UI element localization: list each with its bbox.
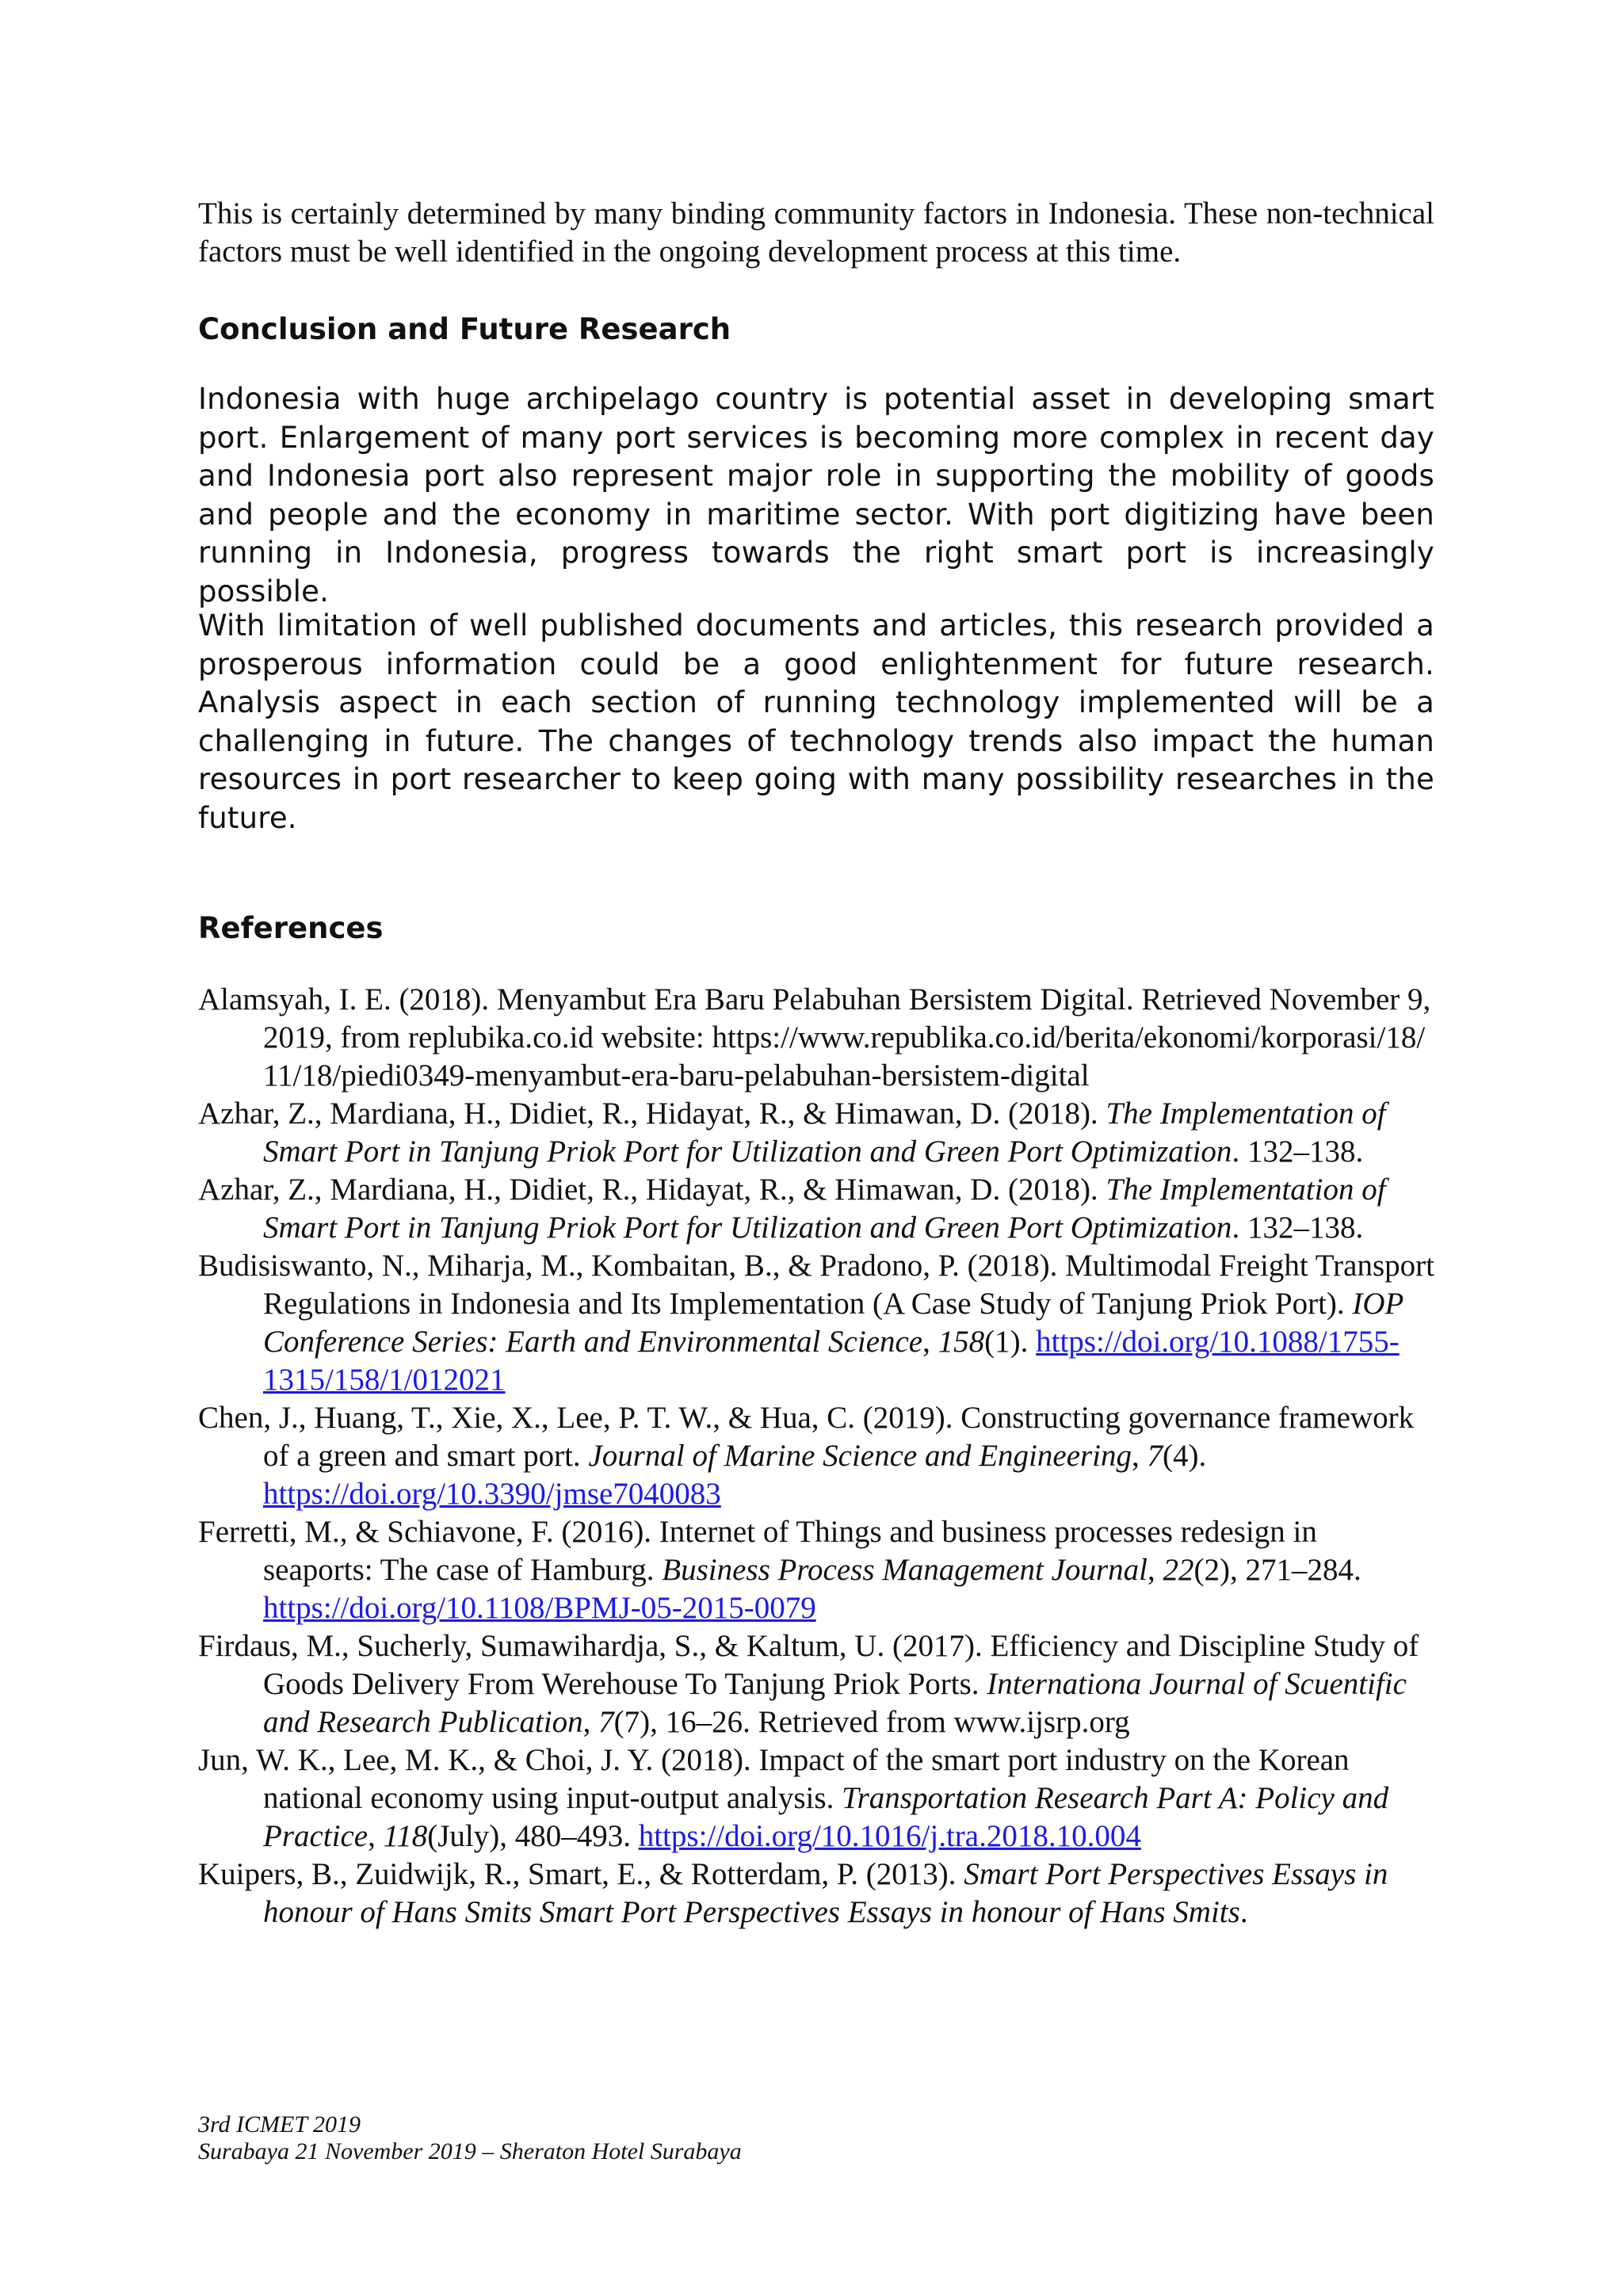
references-heading: References xyxy=(198,911,384,945)
reference-text: Alamsyah, I. E. (2018). Menyambut Era Baru Pelabuhan Bersistem Digital. Retrieved November 9, 2019, from replubika.co.id website: xyxy=(198,982,1431,1055)
reference-item: Kuipers, B., Zuidwijk, R., Smart, E., & Rotterdam, P. (2013). Smart Port Perspectives Essays in honour of Hans Smits Smart Port Perspectives Essays in honour of Hans Smits. xyxy=(198,1857,1388,1929)
reference-doi-link[interactable]: https://doi.org/10.1016/j.tra.2018.10.004 xyxy=(638,1819,1141,1853)
reference-volume: 7 xyxy=(1147,1439,1163,1473)
reference-text: Azhar, Z., Mardiana, H., Didiet, R., Hidayat, R., & Himawan, D. (2018). xyxy=(198,1097,1106,1131)
conclusion-paragraph-1: Indonesia with huge archipelago country is potential asset in developing smart port. Enlargement of many port services is becoming more complex in recent day and Indonesia port also represent major role in supporting the mobility of goods and people and the economy in maritime sector. With port digitizing have been running in Indonesia, progress towards the right smart port is increasingly possible. xyxy=(198,382,1434,608)
reference-doi-link[interactable]: https://doi.org/10.1108/BPMJ-05-2015-0079 xyxy=(263,1591,816,1625)
reference-list xyxy=(198,981,1434,1932)
reference-pages: . 132–138. xyxy=(1232,1211,1364,1245)
conclusion-paragraph-2: With limitation of well published documents and articles, this research provided a prosperous information could be a good enlightenment for future research. Analysis aspect in each section of running technology implemented will be a challenging in future. The changes of technology trends also impact the human resources in port researcher to keep going with many possibility researches in the future. xyxy=(198,608,1434,835)
reference-item xyxy=(198,981,1434,1095)
intro-paragraph: This is certainly determined by many binding community factors in Indonesia. These non-technical factors must be well identified in the ongoing development process at this time. xyxy=(198,196,1434,269)
reference-item: Firdaus, M., Sucherly, Sumawihardja, S., & Kaltum, U. (2017). Efficiency and Discipline Study of Goods Delivery From Werehouse To Tanjung Priok Ports. Internationa Journal of Scuentific and Research Publication, 7(7), 16–26. Retrieved from www.ijsrp.org xyxy=(198,1629,1419,1739)
reference-text: Firdaus, M., Sucherly, Sumawihardja, S., & Kaltum, U. (2017). Efficiency and Discipline Study of Goods Delivery From Werehouse To Tanjung Priok Ports. xyxy=(198,1629,1419,1701)
reference-title: The Implementation of Smart Port in Tanjung Priok Port for Utilization and Green Port Optimization xyxy=(263,1097,1386,1169)
reference-journal: Internationa Journal of Scuentific and Research Publication xyxy=(263,1667,1407,1739)
reference-journal: Business Process Management Journal xyxy=(662,1553,1148,1587)
reference-title: Smart Port Perspectives Essays in honour of Hans Smits Smart Port Perspectives Essays in honour of Hans Smits xyxy=(263,1857,1388,1929)
reference-item: Jun, W. K., Lee, M. K., & Choi, J. Y. (2018). Impact of the smart port industry on the Korean national economy using input-output analysis. Transportation Research Part A: Policy and Practice, 118(July), 480–493. https://doi.org/10.1016/j.tra.2018.10.004 xyxy=(198,1743,1389,1853)
reference-volume: 118 xyxy=(383,1819,428,1853)
reference-item xyxy=(198,1171,1434,1247)
reference-issue: (July), 480–493. xyxy=(427,1819,639,1853)
reference-item: Ferretti, M., & Schiavone, F. (2016). Internet of Things and business processes redesign in seaports: The case of Hamburg. Business Process Management Journal, 22(2), 271–284. https://doi.org/10.1108/BPMJ-05-2015-0079 xyxy=(198,1515,1361,1625)
footer-conference: 3rd ICMET 2019 xyxy=(198,2111,361,2138)
reference-journal: Transportation Research Part A: Policy and Practice xyxy=(263,1781,1389,1853)
reference-doi-link[interactable]: https://doi.org/10.1088/1755-1315/158/1/012021 xyxy=(263,1325,1400,1397)
reference-volume: 22 xyxy=(1163,1553,1194,1587)
page-footer xyxy=(198,2111,742,2165)
reference-volume: 158 xyxy=(938,1325,985,1359)
reference-item xyxy=(198,1095,1434,1171)
reference-text: Ferretti, M., & Schiavone, F. (2016). Internet of Things and business processes redesign in seaports: The case of Hamburg. xyxy=(198,1515,1317,1587)
reference-journal: IOP Conference Series: Earth and Environmental Science xyxy=(263,1287,1403,1359)
reference-text: Budisiswanto, N., Miharja, M., Kombaitan, B., & Pradono, P. (2018). Multimodal Freight Transport Regulations in Indonesia and Its Implementation (A Case Study of Tanjung Priok Port). xyxy=(198,1249,1434,1321)
reference-title: The Implementation of Smart Port in Tanjung Priok Port for Utilization and Green Port Optimization xyxy=(263,1173,1386,1245)
reference-item: Budisiswanto, N., Miharja, M., Kombaitan, B., & Pradono, P. (2018). Multimodal Freight Transport Regulations in Indonesia and Its Implementation (A Case Study of Tanjung Priok Port). IOP Conference Series: Earth and Environmental Science, 158(1). https://doi.org/10.1088/1755-1315/158/1/012021 xyxy=(198,1249,1434,1397)
reference-text: Kuipers, B., Zuidwijk, R., Smart, E., & Rotterdam, P. (2013). xyxy=(198,1857,964,1891)
reference-doi-link[interactable]: https://doi.org/10.3390/jmse7040083 xyxy=(263,1477,721,1511)
reference-text: Jun, W. K., Lee, M. K., & Choi, J. Y. (2018). Impact of the smart port industry on the Korean national economy using input-output analysis. xyxy=(198,1743,1350,1815)
reference-text: Azhar, Z., Mardiana, H., Didiet, R., Hidayat, R., & Himawan, D. (2018). xyxy=(198,1173,1106,1207)
reference-pages: . 132–138. xyxy=(1232,1135,1364,1169)
reference-issue: (2), 271–284. xyxy=(1193,1553,1361,1587)
reference-issue: (7), 16–26. Retrieved from www.ijsrp.org xyxy=(613,1705,1130,1739)
reference-issue: (1). xyxy=(984,1325,1037,1359)
reference-item: Chen, J., Huang, T., Xie, X., Lee, P. T. W., & Hua, C. (2019). Constructing governance framework of a green and smart port. Journal of Marine Science and Engineering, 7(4). https://doi.org/10.3390/jmse7040083 xyxy=(198,1401,1415,1511)
reference-text: Chen, J., Huang, T., Xie, X., Lee, P. T. W., & Hua, C. (2019). Constructing governance framework of a green and smart port. xyxy=(198,1401,1415,1473)
reference-journal: Journal of Marine Science and Engineering xyxy=(588,1439,1132,1473)
footer-venue: Surabaya 21 November 2019 – Sheraton Hotel Surabaya xyxy=(198,2138,742,2164)
reference-issue: (4). xyxy=(1163,1439,1207,1473)
reference-volume: 7 xyxy=(598,1705,614,1739)
reference-url[interactable]: https://www.republika.co.id/berita/ekonomi/korporasi/18/11/18/piedi0349-menyambut-era-baru-pelabuhan-bersistem-digital xyxy=(263,1020,1426,1093)
conclusion-heading: Conclusion and Future Research xyxy=(198,312,731,346)
